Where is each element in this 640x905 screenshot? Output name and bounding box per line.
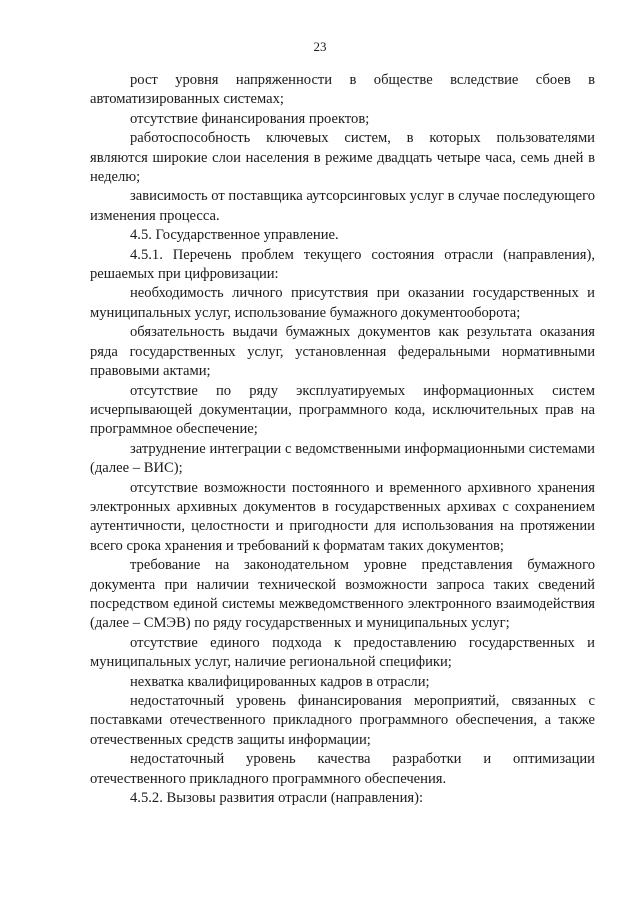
subsection-heading: 4.5.2. Вызовы развития отрасли (направления): [130,790,424,807]
document-body [90,71,595,808]
paragraph: недостаточный уровень финансирования мероприятий, связанных с поставками отечественного прикладного программного обеспечения, а также отечественных средств защиты информации; [90,693,595,748]
paragraph: необходимость личного присутствия при оказании государственных и муниципальных услуг, использование бумажного документооборота; [90,285,595,321]
paragraph: затруднение интеграции с ведомственными информационными системами (далее – ВИС); [90,440,595,477]
paragraph: требование на законодательном уровне представления бумажного документа при наличии технической возможности запроса таких сведений посредством единой системы межведомственного электронного взаимодействия (далее – СМЭВ) по ряду государственных и муниципальных услуг; [90,557,595,632]
paragraph: отсутствие финансирования проектов; [130,110,370,127]
paragraph: отсутствие по ряду эксплуатируемых информационных систем исчерпывающей документации, программного кода, исключительных прав на программное обеспечение; [90,382,595,438]
paragraph: рост уровня напряженности в обществе вследствие сбоев в автоматизированных системах; [90,72,595,108]
paragraph: зависимость от поставщика аутсорсинговых услуг в случае последующего изменения процесса. [90,188,595,224]
paragraph: нехватка квалифицированных кадров в отрасли; [130,673,430,690]
paragraph: недостаточный уровень качества разработки и оптимизации отечественного прикладного программного обеспечения. [90,751,595,787]
page-number: 23 [313,39,327,54]
subsection-heading: 4.5.1. Перечень проблем текущего состояния отрасли (направления), решаемых при цифровизации: [90,246,595,283]
section-heading: 4.5. Государственное управление. [130,227,339,244]
paragraph: отсутствие единого подхода к предоставлению государственных и муниципальных услуг, наличие региональной специфики; [90,634,595,671]
paragraph: отсутствие возможности постоянного и временного архивного хранения электронных архивных документов в государственных архивах с сохранением аутентичности, целостности и пригодности для использования на протяжении всего срока хранения и требований к форматам таких документов; [90,479,595,554]
paragraph: обязательность выдачи бумажных документов как результата оказания ряда государственных услуг, установленная федеральными нормативными правовыми актами; [90,324,595,380]
paragraph: работоспособность ключевых систем, в которых пользователями являются широкие слои населения в режиме двадцать четыре часа, семь дней в неделю; [90,130,595,186]
